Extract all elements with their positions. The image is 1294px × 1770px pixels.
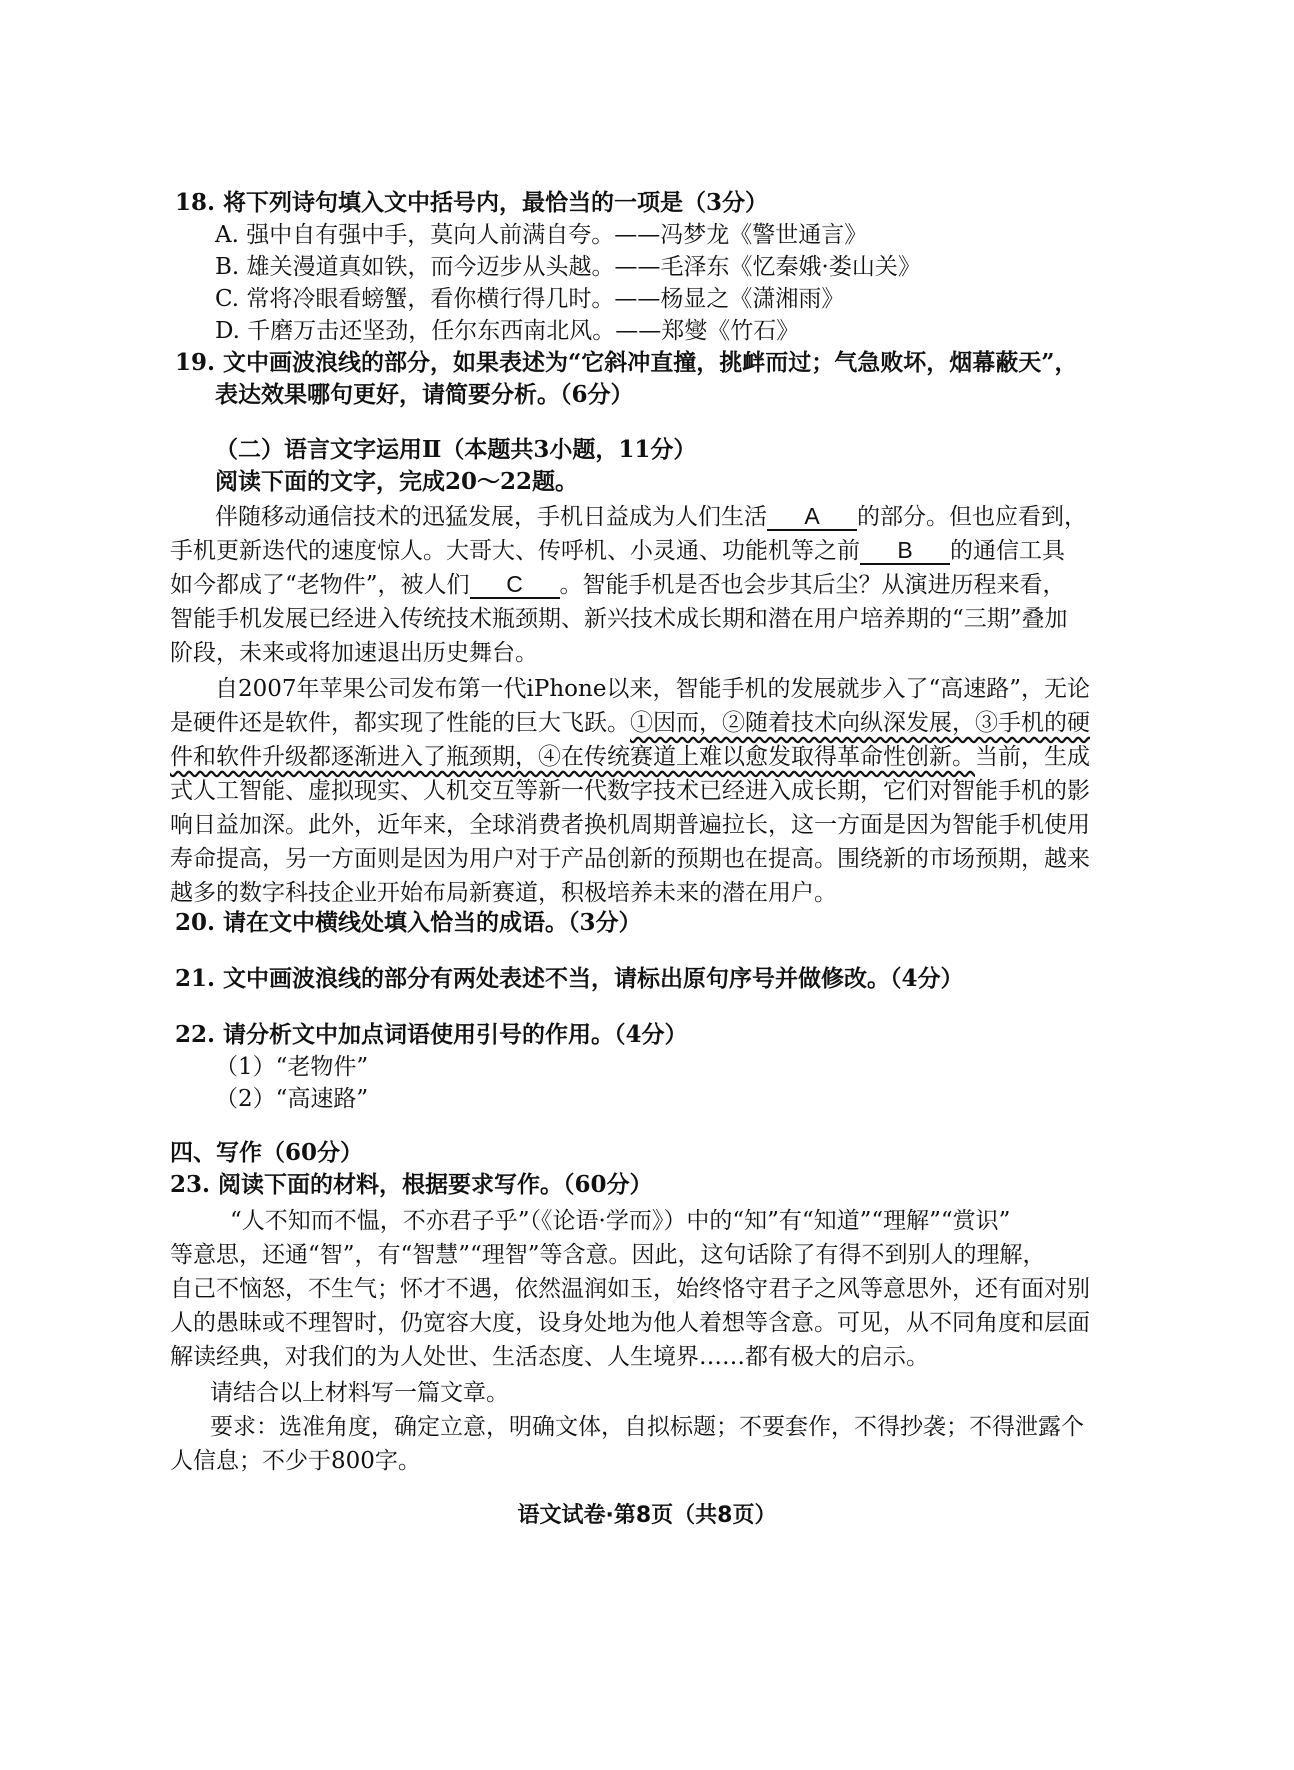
blank-a: A — [767, 503, 857, 531]
passage-text: 的部分。但也应看到， — [857, 504, 1087, 530]
q22-item-1: （1）“老物件” — [215, 1054, 369, 1080]
q18-option-b: B. 雄关漫道真如铁，而今迈步从头越。——毛泽东《忆秦娥·娄山关》 — [215, 254, 921, 280]
page-footer: 语文试卷·第8页（共8页） — [517, 1503, 777, 1528]
passage-p1-line1 — [215, 500, 1294, 534]
passage-p2-line4: 式人工智能、虚拟现实、人机交互等新一代数字技术已经进入成长期，它们对智能手机的影 — [170, 778, 1090, 804]
q20-stem: 20. 请在文中横线处填入恰当的成语。（3分） — [175, 909, 642, 936]
q23-requirements-line1: 要求：选准角度，确定立意，明确文体，自拟标题；不要套作，不得抄袭；不得泄露个 — [210, 1414, 1084, 1440]
section2-instruction: 阅读下面的文字，完成20～22题。 — [215, 468, 579, 495]
q23-material-line1: “人不知而不愠，不亦君子乎”（《论语·学而》）中的“知”有“知道”“理解”“赏识” — [230, 1208, 1011, 1234]
wavy-underlined-text: ①因而，②随着技术向纵深发展，③手机的硬 — [630, 710, 1090, 736]
passage-text: 的通信工具 — [950, 538, 1065, 564]
q18-option-d: D. 千磨万击还坚劲，任尔东西南北风。——郑燮《竹石》 — [215, 318, 800, 344]
passage-p1-line5: 阶段，未来或将加速退出历史舞台。 — [170, 640, 538, 666]
q18-option-c: C. 常将冷眼看螃蟹，看你横行得几时。——杨显之《潇湘雨》 — [215, 286, 845, 312]
q18-stem: 18. 将下列诗句填入文中括号内，最恰当的一项是（3分） — [175, 189, 769, 216]
passage-p1-line2 — [170, 534, 1294, 568]
q19-stem-line2: 表达效果哪句更好，请简要分析。（6分） — [215, 381, 634, 408]
q22-item-2: （2）“高速路” — [215, 1086, 369, 1112]
passage-text: 。智能手机是否也会步其后尘？从演进历程来看， — [559, 572, 1066, 598]
q23-material-line3: 自己不恼怒，不生气；怀才不遇，依然温润如玉，始终恪守君子之风等意思外，还有面对别 — [170, 1276, 1090, 1302]
q21-stem: 21. 文中画波浪线的部分有两处表述不当，请标出原句序号并做修改。（4分） — [175, 965, 964, 992]
passage-p2-line6: 寿命提高，另一方面则是因为用户对于产品创新的预期也在提高。围绕新的市场预期，越来 — [170, 846, 1090, 872]
passage-p1-line3 — [170, 568, 1294, 602]
wavy-underlined-text: 件和软件升级都逐渐进入了瓶颈期，④在传统赛道上难以愈发取得革命性创新。 — [170, 744, 975, 770]
passage-p2-line1: 自2007年苹果公司发布第一代iPhone以来，智能手机的发展就步入了“高速路”，无论 — [215, 676, 1090, 702]
passage-text: 当前，生成 — [975, 744, 1090, 770]
passage-text: 手机更新迭代的速度惊人。大哥大、传呼机、小灵通、功能机等之前 — [170, 538, 860, 564]
q23-requirements-line2: 人信息；不少于800字。 — [170, 1448, 421, 1474]
passage-p2-line3 — [170, 740, 1294, 774]
section2-title: （二）语言文字运用Ⅱ（本题共3小题，11分） — [215, 436, 697, 463]
q22-stem: 22. 请分析文中加点词语使用引号的作用。（4分） — [175, 1021, 688, 1048]
passage-p2-line2 — [170, 706, 1294, 740]
q18-option-a: A. 强中自有强中手，莫向人前满自夸。——冯梦龙《警世通言》 — [215, 222, 868, 248]
blank-b: B — [860, 537, 950, 565]
q23-task: 请结合以上材料写一篇文章。 — [210, 1380, 509, 1406]
q23-material-line2: 等意思，还通“智”，有“智慧”“理智”等含意。因此，这句话除了有得不到别人的理解， — [170, 1242, 1046, 1268]
q23-material-line4: 人的愚昧或不理智时，仍宽容大度，设身处地为他人着想等含意。可见，从不同角度和层面 — [170, 1310, 1090, 1336]
passage-text: 是硬件还是软件，都实现了性能的巨大飞跃。 — [170, 710, 630, 736]
q23-material-line5: 解读经典，对我们的为人处世、生活态度、人生境界……都有极大的启示。 — [170, 1344, 929, 1370]
blank-c: C — [470, 571, 560, 599]
passage-p2-line7: 越多的数字科技企业开始布局新赛道，积极培养未来的潜在用户。 — [170, 880, 837, 906]
passage-text: 伴随移动通信技术的迅猛发展，手机日益成为人们生活 — [215, 504, 767, 530]
q23-stem: 23. 阅读下面的材料，根据要求写作。（60分） — [170, 1171, 653, 1198]
passage-p1-line4: 智能手机发展已经进入传统技术瓶颈期、新兴技术成长期和潜在用户培养期的“三期”叠加 — [170, 606, 1068, 632]
section4-title: 四、写作（60分） — [170, 1139, 364, 1166]
passage-text: 如今都成了“老物件”，被人们 — [170, 572, 470, 598]
passage-p2-line5: 响日益加深。此外，近年来，全球消费者换机周期普遍拉长，这一方面是因为智能手机使用 — [170, 812, 1090, 838]
q19-stem-line1: 19. 文中画波浪线的部分，如果表述为“它斜冲直撞，挑衅而过；气急败坏，烟幕蔽天”， — [175, 349, 1078, 376]
